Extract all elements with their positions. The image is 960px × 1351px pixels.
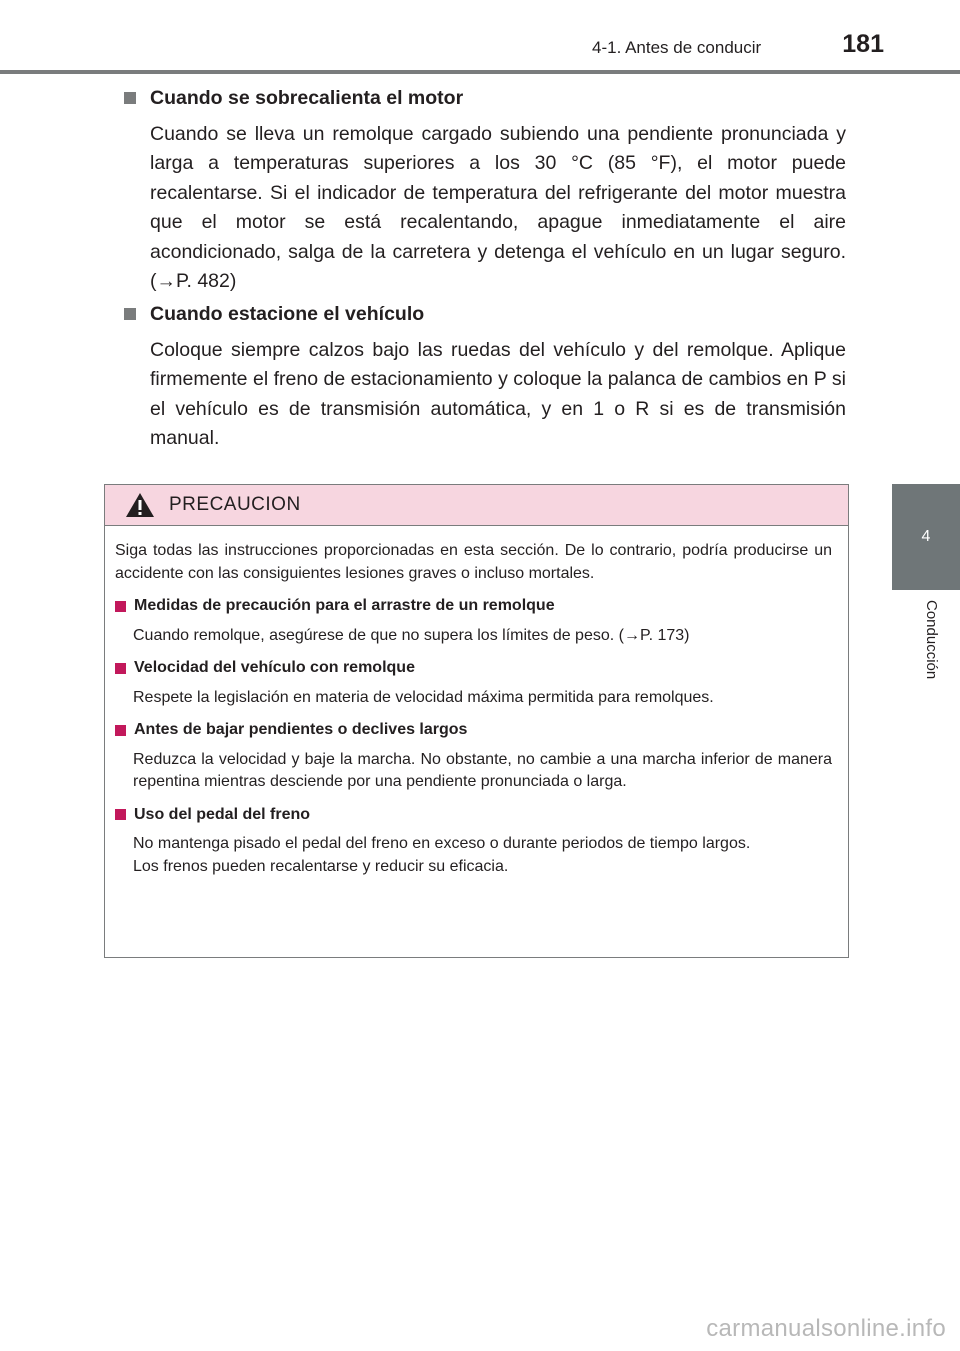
caution-item-heading-text: Velocidad del vehículo con remolque [134,659,415,676]
chapter-number: 4 [921,528,931,545]
caution-item-heading-text: Uso del pedal del freno [134,805,311,823]
section-heading-text: Cuando estacione el vehículo [150,303,425,325]
caution-item-heading [115,804,832,827]
section-body: Cuando se lleva un remolque cargado subiendo una pendiente pronunciada y larga a temperaturas superiores a los 30 °C (85 °F), el motor puede recalentarse. Si el indicador de temperatura del refrigerante del motor muestra que el motor se está recalentando, apague inmediatamente el aire acondicionado, salga de la carretera y detenga el vehículo en un lugar seguro. (→P. 482) [150,123,846,293]
section-parking [124,300,846,454]
caution-item [115,804,832,879]
page-number: 181 [842,30,884,58]
caution-item-text [133,749,832,794]
chapter-tab [892,484,960,590]
caution-item [115,595,832,647]
caution-item [115,657,832,709]
square-bullet-icon [115,663,126,674]
caution-item-text [133,833,832,878]
caution-item [115,719,832,794]
caution-item-heading [115,595,832,618]
square-bullet-icon [115,601,126,612]
caution-item-heading [115,719,832,742]
caution-item-paragraph: Respete la legislación en materia de velocidad máxima permitida para remolques. [133,688,714,706]
square-bullet-icon [124,92,136,104]
caution-item-paragraph: Los frenos pueden recalentarse y reducir su eficacia. [133,857,509,875]
header-section-title: 4-1. Antes de conducir [592,38,762,57]
caution-item-heading-text: Antes de bajar pendientes o declives largos [134,721,468,738]
caution-item-paragraph: Cuando remolque, asegúrese de que no supera los límites de peso. (→P. 173) [133,626,690,644]
caution-item-heading [115,657,832,680]
section-overheating [124,84,846,296]
caution-item-heading-text: Medidas de precaución para el arrastre de un remolque [134,597,555,614]
section-heading-text: Cuando se sobrecalienta el motor [150,87,464,109]
section-body: Coloque siempre calzos bajo las ruedas del vehículo y del remolque. Aplique firmemente el freno de estacionamiento y coloque la palanca de cambios en P si el vehículo es de transmisión automática, y en 1 o R si es de transmisión manual. [150,339,846,450]
square-bullet-icon [115,725,126,736]
caution-item-paragraph: Reduzca la velocidad y baje la marcha. No obstante, no cambie a una marcha inferior de manera repentina mientras desciende por una pendiente pronunciada o larga. [133,750,832,790]
header-rule [0,70,960,74]
warning-triangle-icon [125,492,155,518]
caution-item-text [133,687,832,710]
caution-body [105,526,848,878]
section-heading [124,300,846,328]
caution-item-paragraph: No mantenga pisado el pedal del freno en exceso o durante periodos de tiempo largos. [133,835,751,852]
square-bullet-icon [124,308,136,320]
watermark: carmanualsonline.info [706,1315,946,1342]
section-heading [124,84,846,112]
chapter-title: Conducción [923,600,940,680]
caution-intro: Siga todas las instrucciones proporcionadas en esta sección. De lo contrario, podría producirse un accidente con las consiguientes lesiones graves o incluso mortales. [115,542,832,582]
caution-header [105,485,848,526]
square-bullet-icon [115,809,126,820]
caution-box [104,484,849,958]
caution-item-text [133,625,832,648]
caution-title: PRECAUCION [169,494,301,515]
